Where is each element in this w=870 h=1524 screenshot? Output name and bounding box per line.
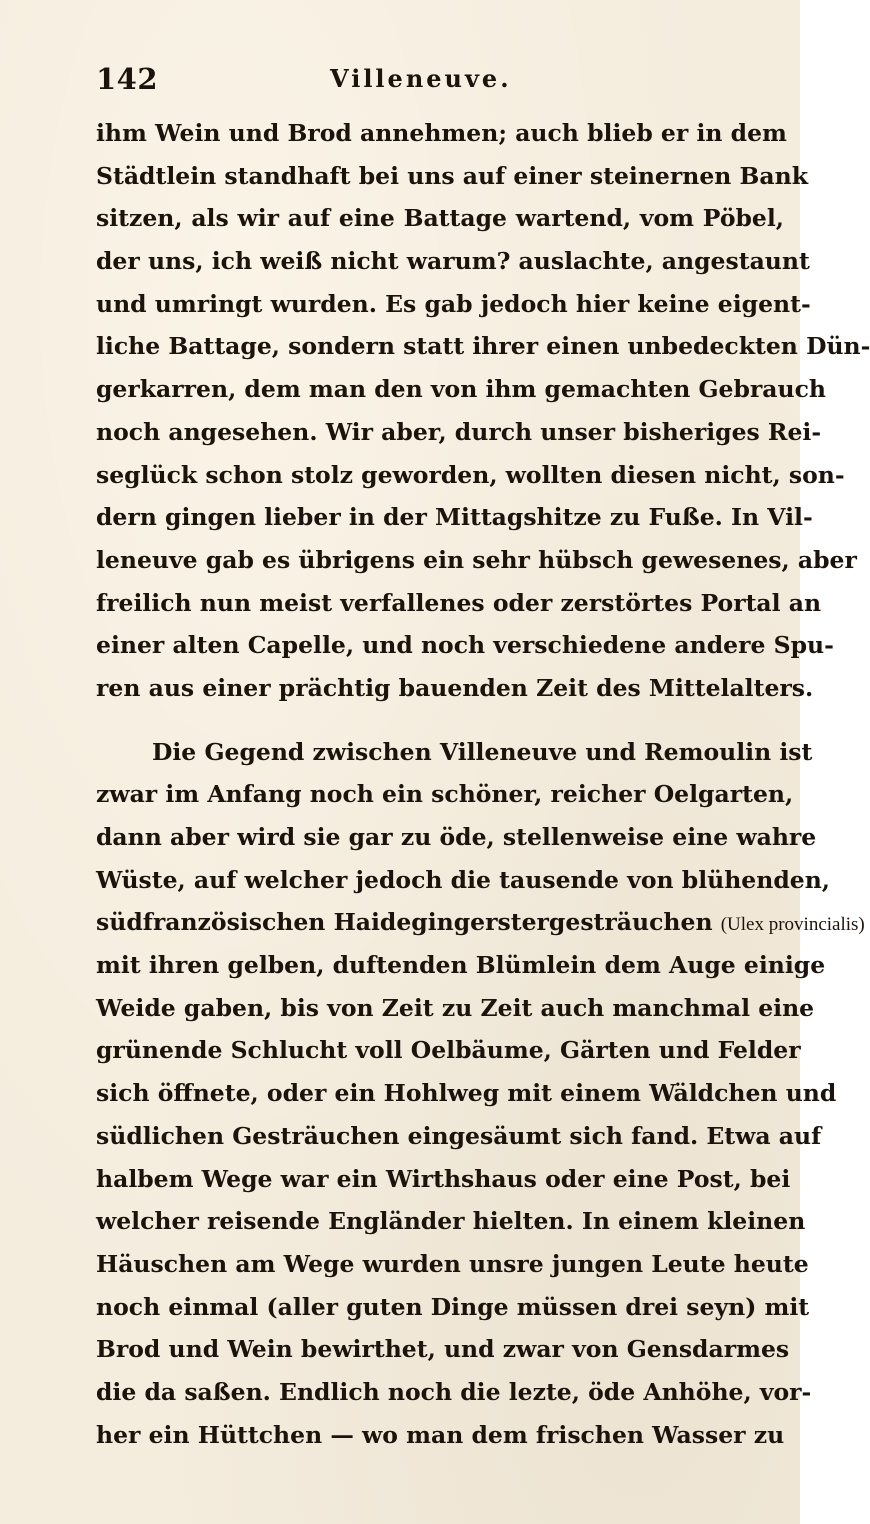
text-line: zwar im Anfang noch ein schöner, reicher Oelgarten,	[96, 780, 794, 809]
text-line: Städtlein standhaft bei uns auf einer steinernen Bank	[96, 161, 808, 190]
body-text	[96, 112, 870, 1456]
text-segment: südfranzösischen Haidegingerstergesträuchen	[96, 908, 721, 937]
text-line-with-latin	[96, 901, 865, 944]
text-line: mit ihren gelben, duftenden Blümlein dem Auge einige	[96, 951, 826, 980]
text-line: noch angesehen. Wir aber, durch unser bisheriges Rei-	[96, 417, 822, 446]
text-line: die da saßen. Endlich noch die lezte, öde Anhöhe, vor-	[96, 1377, 812, 1406]
text-line: Weide gaben, bis von Zeit zu Zeit auch manchmal eine	[96, 993, 815, 1022]
paragraph-2	[96, 731, 865, 1457]
text-line: Häuschen am Wege wurden unsre jungen Leute heute	[96, 1249, 809, 1278]
page-header	[0, 62, 800, 102]
running-title: Villeneuve.	[330, 64, 512, 93]
text-line: Brod und Wein bewirthet, und zwar von Gensdarmes	[96, 1335, 790, 1364]
paragraph-gap	[96, 710, 784, 731]
text-line: der uns, ich weiß nicht warum? auslachte, angestaunt	[96, 247, 810, 276]
text-line: liche Battage, sondern statt ihrer einen unbedeckten Dün-	[96, 332, 870, 361]
text-line: sich öffnete, oder ein Hohlweg mit einem Wäldchen und	[96, 1079, 837, 1108]
text-line: leneuve gab es übrigens ein sehr hübsch gewesenes, aber	[96, 545, 857, 574]
text-line: ren aus einer prächtig bauenden Zeit des Mittelalters.	[96, 673, 814, 702]
text-line: freilich nun meist verfallenes oder zerstörtes Portal an	[96, 588, 822, 617]
text-line: gerkarren, dem man den von ihm gemachten Gebrauch	[96, 375, 827, 404]
text-line: her ein Hüttchen — wo man dem frischen Wasser zu	[96, 1420, 785, 1449]
page-number: 142	[96, 62, 159, 96]
text-line: noch einmal (aller guten Dinge müssen drei seyn) mit	[96, 1292, 810, 1321]
text-line: Die Gegend zwischen Villeneuve und Remoulin ist	[152, 737, 813, 766]
text-line: sitzen, als wir auf eine Battage wartend, vom Pöbel,	[96, 204, 784, 233]
text-line: welcher reisende Engländer hielten. In einem kleinen	[96, 1207, 806, 1236]
text-line: grünende Schlucht voll Oelbäume, Gärten und Felder	[96, 1036, 801, 1065]
text-line: halbem Wege war ein Wirthshaus oder eine Post, bei	[96, 1164, 791, 1193]
text-line: einer alten Capelle, und noch verschiedene andere Spu-	[96, 631, 834, 660]
paragraph-1	[96, 112, 870, 710]
text-line: Wüste, auf welcher jedoch die tausende von blühenden,	[96, 865, 830, 894]
text-line: südlichen Gesträuchen eingesäumt sich fand. Etwa auf	[96, 1121, 822, 1150]
text-line: dann aber wird sie gar zu öde, stellenweise eine wahre	[96, 823, 817, 851]
text-line: und umringt wurden. Es gab jedoch hier keine eigent-	[96, 289, 811, 318]
text-line: ihm Wein und Brod annehmen; auch blieb er in dem	[96, 119, 787, 147]
latin-botanical-name: (Ulex provincialis)	[720, 914, 865, 936]
text-line: dern gingen lieber in der Mittagshitze zu Fuße. In Vil-	[96, 503, 813, 532]
text-line: seglück schon stolz geworden, wollten diesen nicht, son-	[96, 460, 845, 489]
